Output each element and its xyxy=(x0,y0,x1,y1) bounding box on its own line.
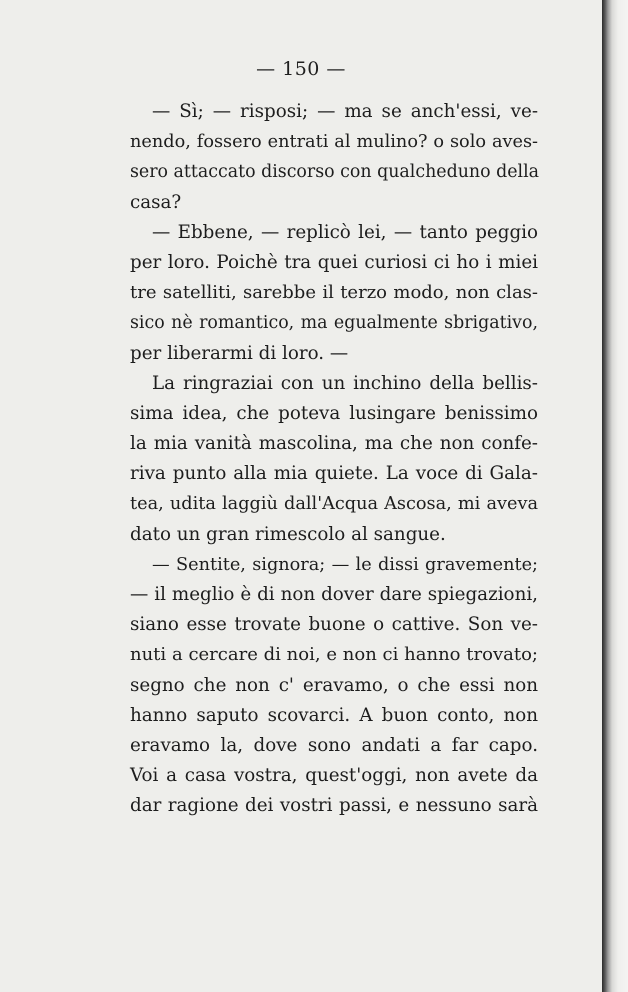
text-line: dato un gran rimescolo al sangue. xyxy=(130,523,446,545)
text-line: segno che non c' eravamo, o che essi non xyxy=(130,674,538,696)
text-line: tre satelliti, sarebbe il terzo modo, non clas- xyxy=(130,282,538,304)
text-line: nuti a cercare di noi, e non ci hanno trovato; xyxy=(130,644,538,666)
text-line: la mia vanità mascolina, ma che non confe- xyxy=(130,433,538,455)
page-edge xyxy=(602,0,628,992)
text-line: siano esse trovate buone o cattive. Son ve- xyxy=(130,614,538,636)
text-line: per loro. Poichè tra quei curiosi ci ho i miei xyxy=(130,251,538,273)
text-line: dar ragione dei vostri passi, e nessuno sarà xyxy=(130,795,538,817)
text-line: — Sentite, signora; — le dissi gravemente; xyxy=(152,554,538,575)
text-line: — Sì; — risposi; — ma se anch'essi, ve- xyxy=(152,101,538,122)
text-line: La ringraziai con un inchino della bellis- xyxy=(152,372,538,394)
text-line: hanno saputo scovarci. A buon conto, non xyxy=(130,704,538,726)
text-line: sico nè romantico, ma egualmente sbrigativo, xyxy=(130,313,538,334)
page-number: — 150 — xyxy=(256,58,346,80)
text-line: sero attaccato discorso con qualcheduno della xyxy=(130,162,540,183)
text-line: riva punto alla mia quiete. La voce di Gala- xyxy=(130,463,538,485)
text-line: — Ebbene, — replicò lei, — tanto peggio xyxy=(152,221,538,243)
text-line: eravamo la, dove sono andati a far capo. xyxy=(130,734,538,756)
text-line: — il meglio è di non dover dare spiegazioni, xyxy=(130,584,538,605)
page-text xyxy=(130,97,538,822)
text-line: casa? xyxy=(130,191,182,213)
text-line: per liberarmi di loro. — xyxy=(130,342,349,364)
text-line: Voi a casa vostra, quest'oggi, non avete da xyxy=(130,765,538,787)
text-line: nendo, fossero entrati al mulino? o solo aves- xyxy=(130,132,538,153)
text-line: tea, udita laggiù dall'Acqua Ascosa, mi aveva xyxy=(130,494,538,515)
text-line: sima idea, che poteva lusingare benissimo xyxy=(130,402,538,424)
